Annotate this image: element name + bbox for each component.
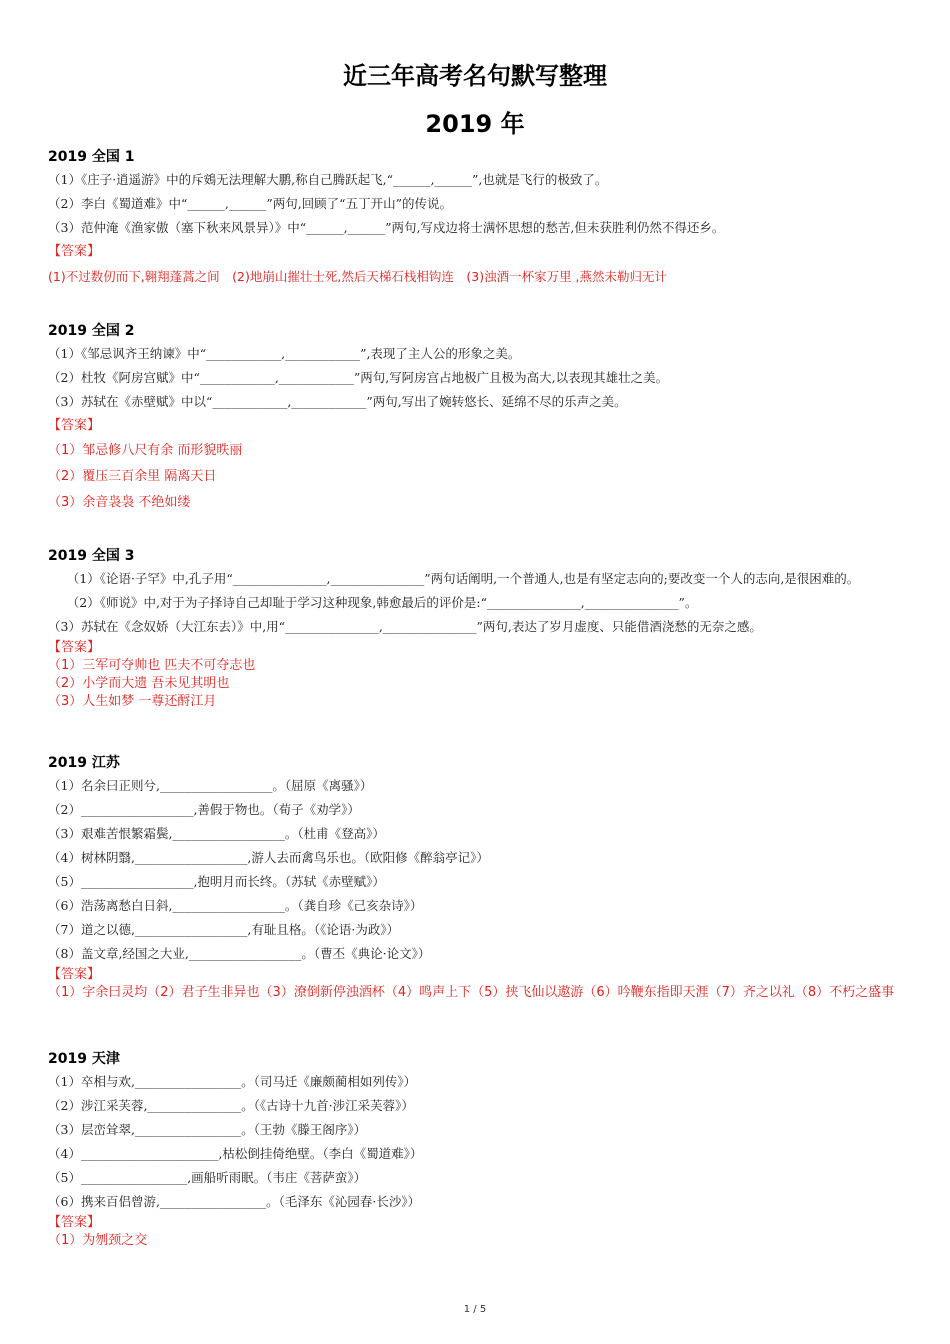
question: （2）涉江采芙蓉,_______________。（《古诗十九首·涉江采芙蓉》） <box>48 1098 414 1113</box>
question: （3）层峦耸翠,_________________。（王勃《滕王阁序》） <box>48 1122 367 1137</box>
question: （2）李白《蜀道难》中“______,______”两句,回顾了“五丁开山”的传说。 <box>48 196 452 211</box>
answer-line: （2）覆压三百余里 隔离天日 <box>48 469 217 484</box>
section-title: 2019 天津 <box>48 1051 120 1067</box>
question: （3）苏轼在《念奴娇（大江东去）》中,用“_______________,_______________”两句,表达了岁月虚度、只能借酒浇愁的无奈之感。 <box>48 619 762 634</box>
question: （6）携来百侣曾游,_________________。（毛泽东《沁园春·长沙》） <box>48 1194 421 1209</box>
answer-label: 【答案】 <box>48 418 101 433</box>
answer-label: 【答案】 <box>48 1215 101 1230</box>
question: （3）苏轼在《赤壁赋》中以“____________,____________”两句,写出了婉转悠长、延绵不尽的乐声之美。 <box>48 394 627 409</box>
answer-label: 【答案】 <box>48 640 101 655</box>
question: （1）《论语·子罕》中,孔子用“_______________,_______________”两句话阐明,一个普通人,也是有坚定志向的;要改变一个人的志向,是很困难的。 <box>48 571 860 586</box>
question: （1）《邹忌讽齐王纳谏》中“____________,____________”,表现了主人公的形象之美。 <box>48 346 521 361</box>
question: （8）盖文章,经国之大业,__________________。（曹丕《典论·论文》） <box>48 946 431 961</box>
answer-line: （1）三军可夺帅也 匹夫不可夺志也 <box>48 658 256 673</box>
question: （3）范仲淹《渔家傲（塞下秋来风景异）》中“______,______”两句,写戍边将士满怀思想的愁苦,但未获胜利仍然不得还乡。 <box>48 220 725 235</box>
question: （6）浩荡离愁白日斜,__________________。（龚自珍《己亥杂诗》） <box>48 898 423 913</box>
answer-line: （2）小学而大遗 吾未见其明也 <box>48 676 230 691</box>
question: （3）艰难苦恨繁霜鬓,__________________。（杜甫《登高》） <box>48 826 385 841</box>
page-number: 1 / 5 <box>463 1304 487 1315</box>
answer-line: （3）人生如梦 一尊还酹江月 <box>48 694 217 709</box>
section-2019-jiangsu <box>48 752 908 1002</box>
answer-line: （1）邹忌修八尺有余 而形貌昳丽 <box>48 443 243 458</box>
answer-line: （3）余音袅袅 不绝如缕 <box>48 495 191 510</box>
section-2019-national-2 <box>48 320 908 516</box>
answer-label: 【答案】 <box>48 244 101 259</box>
document-title: 近三年高考名句默写整理 <box>343 62 607 90</box>
question: （2）《师说》中,对于为子择诗自己却耻于学习这种现象,韩愈最后的评价是:“_______________,_______________”。 <box>48 595 698 610</box>
question: （2）__________________,善假于物也。（荀子《劝学》） <box>48 802 360 817</box>
section-title: 2019 全国 3 <box>48 548 135 564</box>
question: （2）杜牧《阿房宫赋》中“____________,____________”两句,写阿房宫占地极广且极为高大,以表现其雄壮之美。 <box>48 370 669 385</box>
section-title: 2019 全国 1 <box>48 149 135 165</box>
question: （5）_________________,画船听雨眠。（韦庄《菩萨蛮》） <box>48 1170 367 1185</box>
section-2019-national-3 <box>48 545 908 711</box>
question: （1）名余曰正则兮,__________________。（屈原《离骚》） <box>48 778 373 793</box>
year-heading: 2019 年 <box>425 110 525 138</box>
answer-line: （1）字余曰灵均（2）君子生非异也（3）潦倒新停浊酒杯（4）鸣声上下（5）挟飞仙以遨游（6）吟鞭东指即天涯（7）齐之以礼（8）不朽之盛事 <box>48 985 895 1000</box>
section-2019-tianjin <box>48 1048 908 1250</box>
question: （4）树林阴翳,__________________,游人去而禽鸟乐也。（欧阳修《醉翁亭记》） <box>48 850 489 865</box>
answer-line: （1）为刎颈之交 <box>48 1233 148 1248</box>
answer-line: (1)不过数仞而下,翱翔蓬蒿之间 (2)地崩山摧壮士死,然后天梯石栈相钩连 (3)浊酒一杯家万里 ,燕然未勒归无计 <box>48 269 668 284</box>
section-2019-national-1 <box>48 146 908 290</box>
section-title: 2019 全国 2 <box>48 323 135 339</box>
section-title: 2019 江苏 <box>48 755 120 771</box>
question: （1）卒相与欢,_________________。（司马迁《廉颇蔺相如列传》） <box>48 1074 417 1089</box>
answer-label: 【答案】 <box>48 967 101 982</box>
question: （4）______________________,枯松倒挂倚绝壁。（李白《蜀道难》） <box>48 1146 423 1161</box>
question: （5）__________________,抱明月而长终。（苏轼《赤壁赋》） <box>48 874 385 889</box>
question: （7）道之以德,__________________,有耻且格。（《论语·为政》） <box>48 922 400 937</box>
question: （1）《庄子·逍遥游》中的斥鴳无法理解大鹏,称自己腾跃起飞,“______,______”,也就是飞行的极致了。 <box>48 172 608 187</box>
